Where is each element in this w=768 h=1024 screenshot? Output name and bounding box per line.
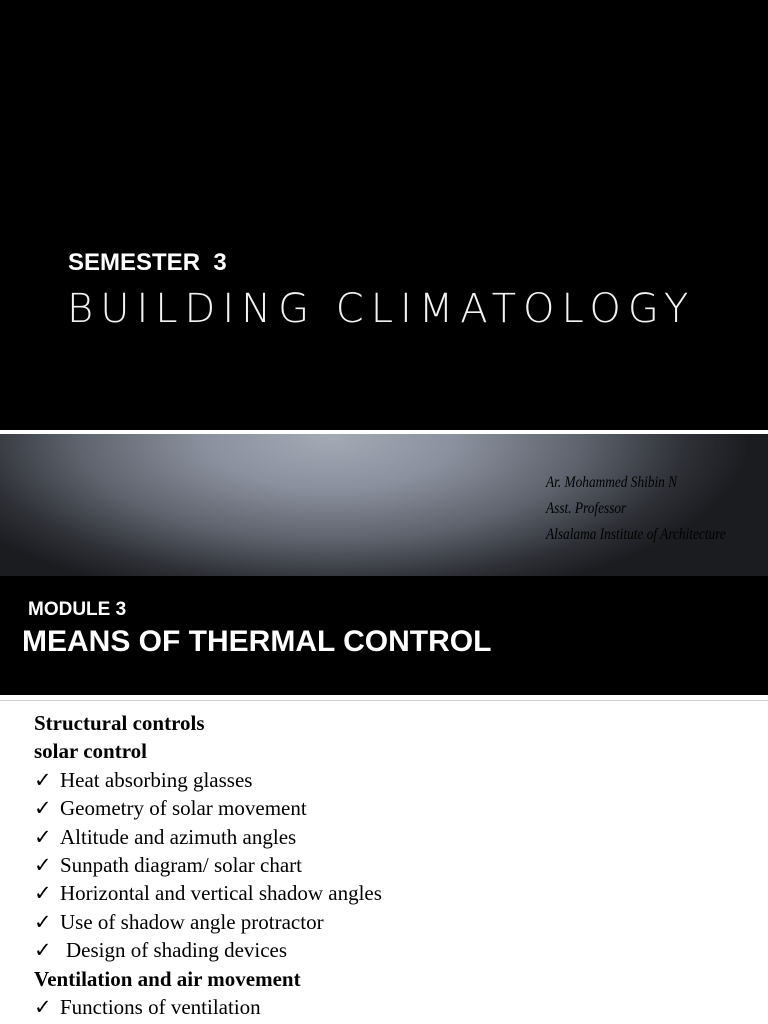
author-block xyxy=(546,470,726,548)
module-label: MODULE 3 xyxy=(28,599,127,620)
list-item-text: Horizontal and vertical shadow angles xyxy=(60,881,382,906)
divider-line xyxy=(0,695,768,701)
list-item xyxy=(34,794,382,822)
author-role: Asst. Professor xyxy=(546,500,627,517)
list-item-text: Use of shadow angle protractor xyxy=(60,909,324,934)
list-item xyxy=(34,936,382,964)
list-item-text: Design of shading devices xyxy=(66,938,288,963)
list-item xyxy=(34,879,382,907)
checkmark-icon: ✓ xyxy=(34,995,52,1020)
checkmark-icon: ✓ xyxy=(34,909,52,934)
list-item xyxy=(34,993,382,1021)
topic-list xyxy=(34,709,382,1021)
checkmark-icon: ✓ xyxy=(34,796,52,821)
list-item xyxy=(34,851,382,879)
section-heading: Structural controls xyxy=(34,711,205,735)
title-band xyxy=(0,0,768,430)
list-item-text: Geometry of solar movement xyxy=(60,796,307,821)
semester-label: SEMESTER 3 xyxy=(68,249,227,276)
course-title: BUILDING CLIMATOLOGY xyxy=(67,286,696,332)
module-title: MEANS OF THERMAL CONTROL xyxy=(22,625,492,658)
checkmark-icon: ✓ xyxy=(34,853,52,878)
author-institution: Alsalama Institute of Architecture xyxy=(546,526,726,543)
section-heading: solar control xyxy=(34,739,147,764)
checkmark-icon: ✓ xyxy=(34,938,52,963)
list-item xyxy=(34,766,382,794)
checkmark-icon: ✓ xyxy=(34,824,52,849)
list-item-text: Functions of ventilation xyxy=(60,995,261,1020)
author-name: Ar. Mohammed Shibin N xyxy=(546,474,678,491)
list-item-text: Sunpath diagram/ solar chart xyxy=(60,853,303,878)
list-item xyxy=(34,908,382,936)
list-item xyxy=(34,823,382,851)
list-item-text: Altitude and azimuth angles xyxy=(60,824,297,849)
checkmark-icon: ✓ xyxy=(34,881,52,906)
list-item-text: Heat absorbing glasses xyxy=(60,767,253,792)
checkmark-icon: ✓ xyxy=(34,767,52,792)
section-heading: Ventilation and air movement xyxy=(34,966,301,991)
